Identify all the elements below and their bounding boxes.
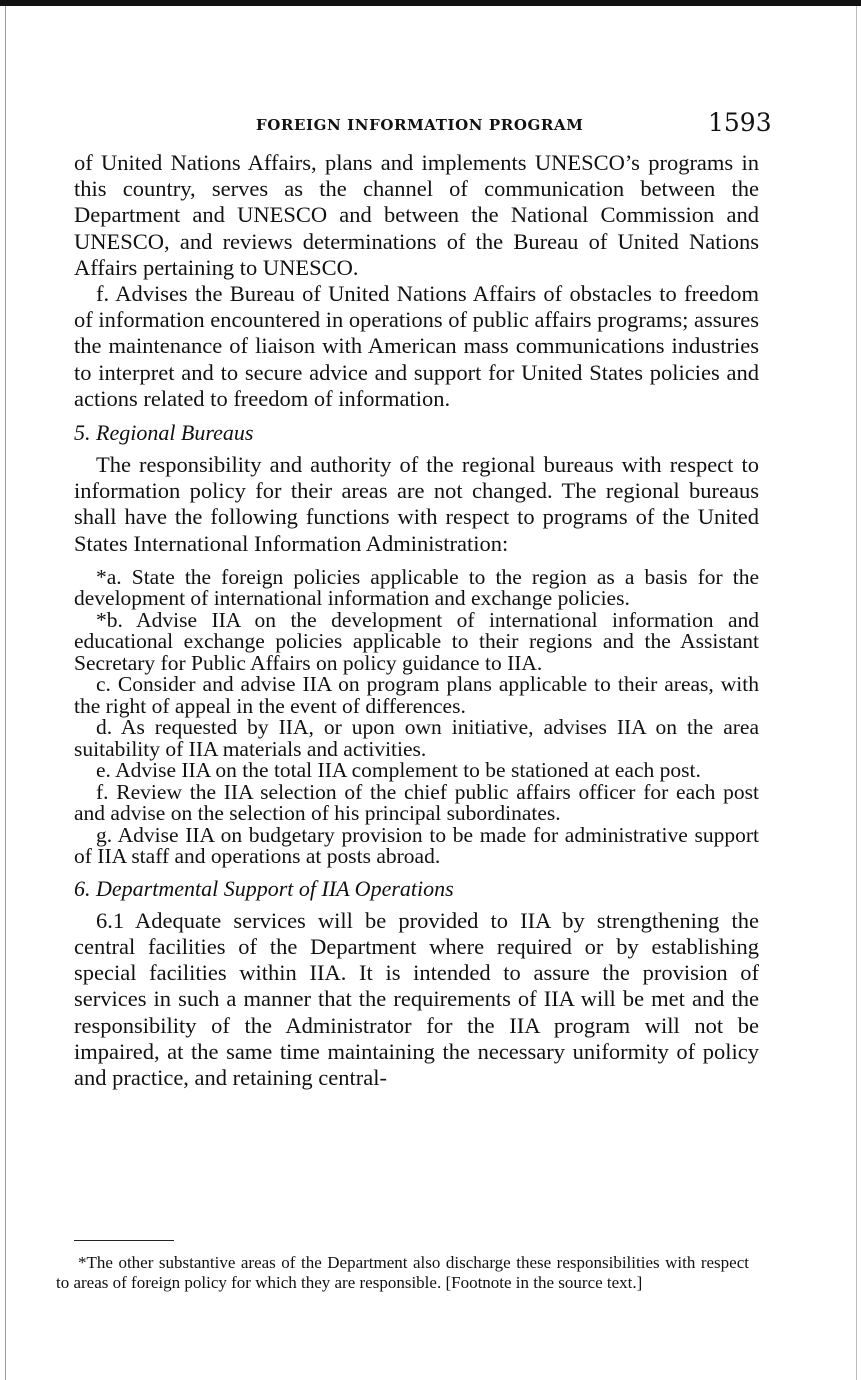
- paragraph-continued: of United Nations Affairs, plans and implements UNESCO’s programs in this country, serves as the channel of communication between the Department and UNESCO and between the National Commission and UNESCO, and reviews determinations of the Bureau of United Nations Affairs pertaining to UNESCO.: [74, 150, 759, 280]
- footnote-rule: [74, 1240, 174, 1241]
- scan-left-edge: [5, 6, 6, 1380]
- page-body: [74, 150, 759, 1091]
- list-item-e: e. Advise IIA on the total IIA complement to be stationed at each post.: [96, 758, 701, 783]
- paragraph-f: f. Advises the Bureau of United Nations Affairs of obstacles to freedom of information encountered in operations of public affairs programs; assures the maintenance of liaison with American mass communications industries to interpret and to secure advice and support for United States policies and actions related to freedom of information.: [74, 281, 760, 411]
- scan-top-edge: [0, 0, 861, 6]
- section-6-heading: 6. Departmental Support of IIA Operations: [74, 875, 454, 901]
- list-item-f: f. Review the IIA selection of the chief public affairs officer for each post and advise on the selection of his principal subordinates.: [74, 779, 759, 826]
- page-number: 1593: [708, 108, 772, 137]
- section-6-paragraph-1: 6.1 Adequate services will be provided to IIA by strengthening the central facilities of the Department where required or by establishing special facilities within IIA. It is intended to assure the provision of services in such a manner that the requirements of IIA will be met and the responsibility of the Administrator for the IIA program will not be impaired, at the same time maintaining the necessary uniformity of policy and practice, and retaining central-: [74, 907, 759, 1091]
- footnote: *The other substantive areas of the Department also discharge these responsibilities with respect to areas of foreign policy for which they are responsible. [Footnote in the source text.]: [56, 1253, 749, 1292]
- section-5-heading: 5. Regional Bureaus: [74, 420, 254, 446]
- running-head: FOREIGN INFORMATION PROGRAM: [256, 116, 584, 134]
- page-header: [0, 108, 861, 140]
- list-item-a: *a. State the foreign policies applicable to the region as a basis for the development of international information and exchange policies.: [74, 564, 759, 611]
- list-item-g: g. Advise IIA on budgetary provision to be made for administrative support of IIA staff and operations at posts abroad.: [74, 822, 759, 869]
- scan-right-edge: [856, 6, 857, 1380]
- list-item-b: *b. Advise IIA on the development of international information and educational exchange policies applicable to their regions and the Assistant Secretary for Public Affairs on policy guidance to IIA.: [74, 607, 759, 675]
- list-item-d: d. As requested by IIA, or upon own initiative, advises IIA on the area suitability of IIA materials and activities.: [74, 715, 759, 761]
- list-item-c: c. Consider and advise IIA on program plans applicable to their areas, with the right of appeal in the event of differences.: [74, 672, 759, 718]
- section-5-intro: The responsibility and authority of the regional bureaus with respect to information policy for their areas are not changed. The regional bureaus shall have the following functions with respect to programs of the United States International Information Administration:: [74, 452, 759, 556]
